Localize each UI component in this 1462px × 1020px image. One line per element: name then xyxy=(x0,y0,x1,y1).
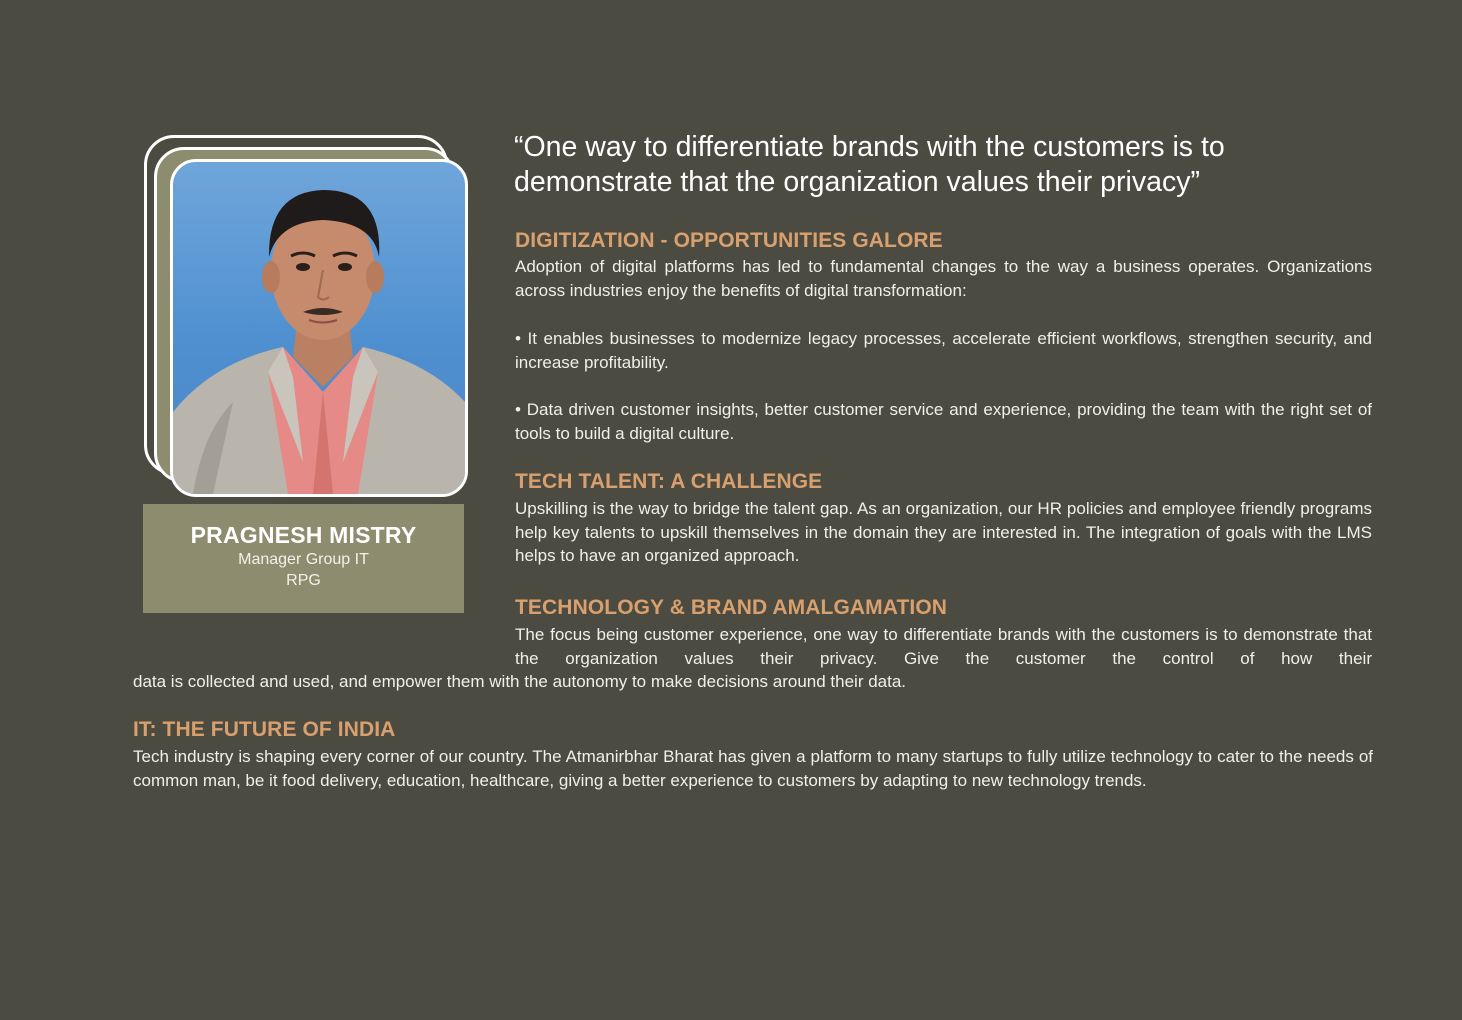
profile-role: Manager Group IT xyxy=(238,551,369,568)
paragraph-tech-talent: Upskilling is the way to bridge the talent gap. As an organization, our HR policies and employee friendly programs help key talents to upskill themselves in the domain they are interested in. The integration of goals with the LMS helps to have an organized approach. xyxy=(515,499,1372,565)
paragraph-brand-part1: The focus being customer experience, one way to differentiate brands with the customers is to demonstrate that the organization values their privacy. Give the customer the control of how their xyxy=(515,625,1372,668)
profile-photo xyxy=(170,159,468,497)
profile-name-box xyxy=(143,504,464,613)
paragraph-future-of-india: Tech industry is shaping every corner of our country. The Atmanirbhar Bharat has given a platform to many startups to fully utilize technology to cater to the needs of common man, be it food delivery, education, healthcare, giving a better experience to customers by adapting to new technology trends. xyxy=(133,747,1373,790)
profile-name: PRAGNESH MISTRY xyxy=(190,522,417,548)
paragraph-brand-part2: data is collected and used, and empower them with the autonomy to make decisions around their data. xyxy=(133,672,907,691)
pull-quote: “One way to differentiate brands with the customers is to demonstrate that the organization values their privacy” xyxy=(514,131,1225,198)
bullet-digitization-1: • It enables businesses to modernize legacy processes, accelerate efficient workflows, strengthen security, and increase profitability. xyxy=(515,329,1372,372)
profile-photo-frame xyxy=(144,135,466,493)
bullet-digitization-2: • Data driven customer insights, better customer service and experience, providing the team with the right set of tools to build a digital culture. xyxy=(515,400,1372,443)
portrait-illustration xyxy=(173,162,465,494)
heading-brand-amalgamation: TECHNOLOGY & BRAND AMALGAMATION xyxy=(515,596,948,619)
heading-digitization: DIGITIZATION - OPPORTUNITIES GALORE xyxy=(515,229,943,252)
profile-company: RPG xyxy=(286,572,321,589)
paragraph-digitization-intro: Adoption of digital platforms has led to fundamental changes to the way a business operates. Organizations across industries enjoy the benefits of digital transformation: xyxy=(515,257,1372,300)
heading-future-of-india: IT: THE FUTURE OF INDIA xyxy=(133,718,396,741)
heading-tech-talent: TECH TALENT: A CHALLENGE xyxy=(515,470,823,493)
